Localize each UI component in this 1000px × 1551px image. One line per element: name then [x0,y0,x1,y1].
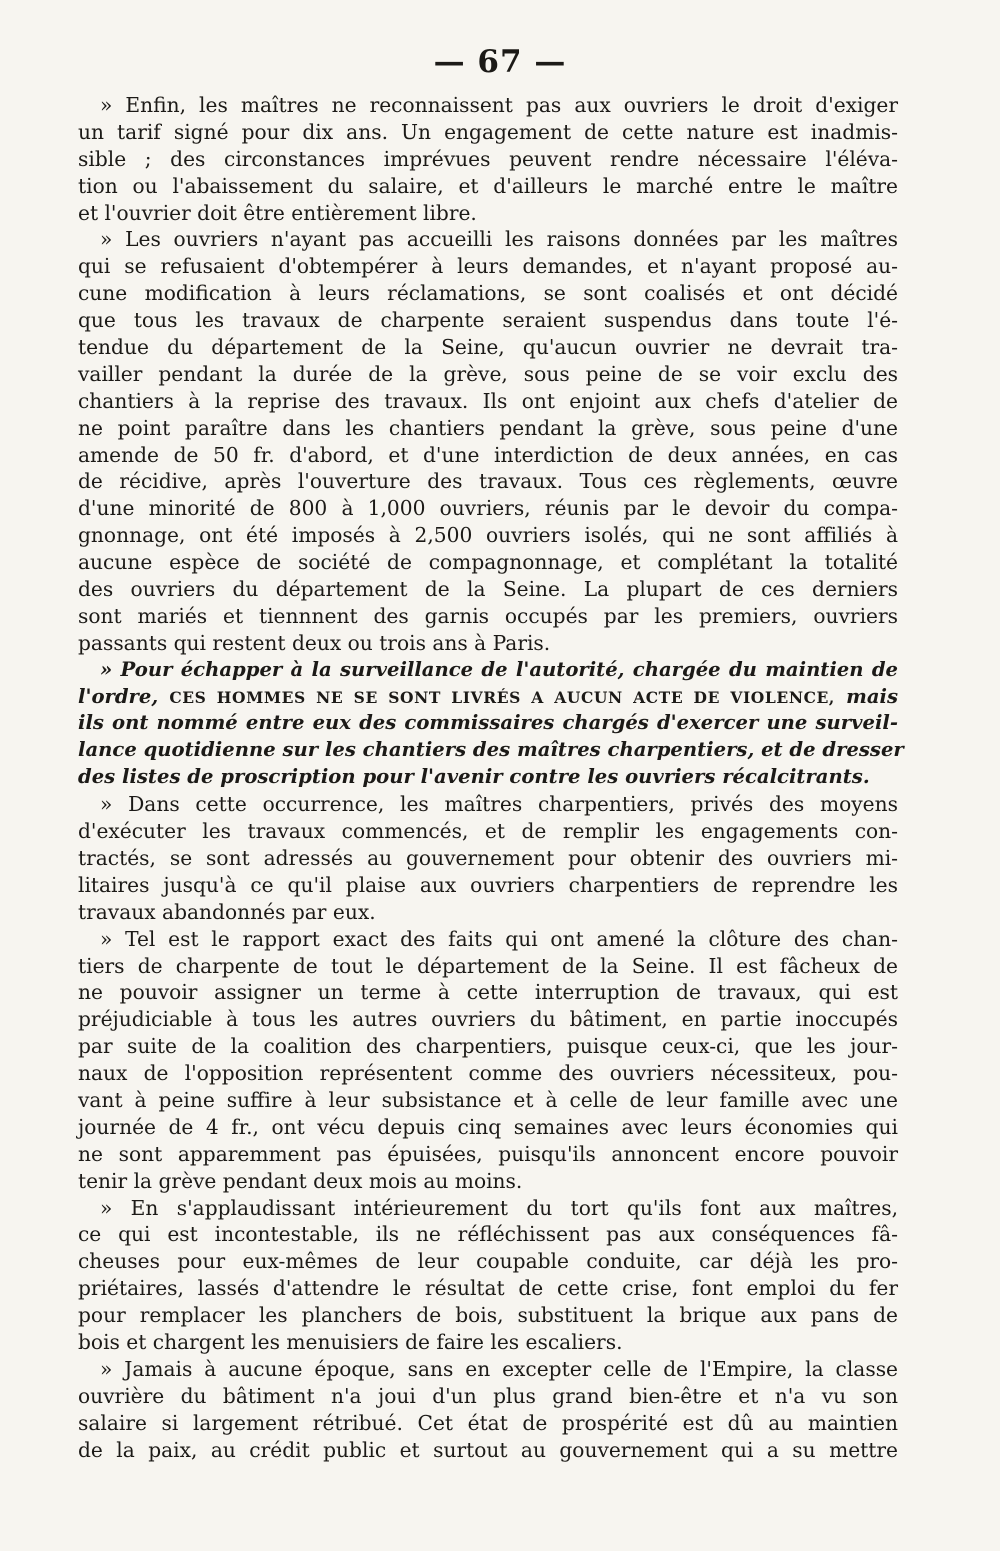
text-line: de récidive, après l'ouverture des travaux. Tous ces règlements, œuvre [78,469,898,494]
italic-line: des listes de proscription pour l'avenir contre les ouvriers récalcitrants. [78,765,870,789]
paragraph [78,1195,898,1356]
text-line: aucune espèce de société de compagnonnage, et complétant la totalité [78,550,898,575]
text-line: et l'ouvrier doit être entièrement libre. [78,200,477,225]
italic-line: ils ont nommé entre eux des commissaires chargés d'exercer une surveil- [78,711,898,735]
mixed-line [78,684,898,711]
text-line: par suite de la coalition des charpentiers, puisque ceux-ci, que les jour- [78,1034,898,1059]
text-line: que tous les travaux de charpente seraient suspendus dans toute l'é- [78,308,898,333]
text-line: » Dans cette occurrence, les maîtres charpentiers, privés des moyens [100,792,898,817]
text-line: gnonnage, ont été imposés à 2,500 ouvriers isolés, qui ne sont affiliés à [78,523,898,548]
text-line: des ouvriers du département de la Seine. La plupart de ces derniers [78,577,898,602]
text-line: un tarif signé pour dix ans. Un engagement de cette nature est inadmis- [78,119,898,144]
paragraph [78,92,898,226]
text-line: vant à peine suffire à leur subsistance et à celle de leur famille avec une [78,1087,898,1112]
text-line: litaires jusqu'à ce qu'il plaise aux ouvriers charpentiers de reprendre les [78,872,898,897]
text-line: » En s'applaudissant intérieurement du tort qu'ils font aux maîtres, [100,1195,898,1220]
italic-fragment: l'ordre, [78,684,159,708]
text-line: priétaires, lassés d'attendre le résultat de cette crise, font emploi du fer [78,1276,898,1301]
text-line: journée de 4 fr., ont vécu depuis cinq semaines avec leurs économies qui [78,1114,898,1139]
text-line: naux de l'opposition représentent comme des ouvriers nécessiteux, pou- [78,1061,898,1086]
text-line: cheuses pour eux-mêmes de leur coupable conduite, car déjà les pro- [78,1249,898,1274]
text-line: ouvrière du bâtiment n'a joui d'un plus grand bien-être et n'a vu son [78,1383,898,1408]
text-line: pour remplacer les planchers de bois, substituent la brique aux pans de [78,1303,898,1328]
paragraph [78,926,898,1195]
text-line: ne sont apparemment pas épuisées, puisqu'ils annoncent encore pouvoir [78,1141,898,1166]
page-number: — 67 — [433,44,567,80]
text-line: sont mariés et tiennnent des garnis occupés par les premiers, ouvriers [78,603,898,628]
text-line: ne pouvoir assigner un terme à cette interruption de travaux, qui est [78,980,898,1005]
body-text [78,92,904,1463]
text-line: ne point paraître dans les chantiers pendant la grève, sous peine d'une [78,415,898,440]
italic-line: lance quotidienne sur les chantiers des maîtres charpentiers, et de dresser [78,738,904,762]
text-line: salaire si largement rétribué. Cet état de prospérité est dû au maintien [78,1410,898,1435]
paragraph [78,226,898,656]
text-line: chantiers à la reprise des travaux. Ils ont enjoint aux chefs d'atelier de [78,388,898,413]
paragraph [78,791,898,925]
text-line: » Jamais à aucune époque, sans en excepter celle de l'Empire, la classe [100,1356,898,1381]
italic-line: » Pour échapper à la surveillance de l'autorité, chargée du maintien de [100,657,898,681]
text-line: tiers de charpente de tout le département de la Seine. Il est fâcheux de [78,953,898,978]
text-line: » Tel est le rapport exact des faits qui ont amené la clôture des chan- [100,926,898,951]
text-line: » Les ouvriers n'ayant pas accueilli les raisons données par les maîtres [100,227,898,252]
text-line: d'une minorité de 800 à 1,000 ouvriers, réunis par le devoir du compa- [78,496,898,521]
text-line: passants qui restent deux ou trois ans à Paris. [78,630,551,655]
italic-fragment: mais [846,684,898,708]
text-line: amende de 50 fr. d'abord, et d'une interdiction de deux années, en cas [78,442,898,467]
text-line: travaux abandonnés par eux. [78,899,376,924]
paragraph [78,1356,898,1464]
text-line: de la paix, au crédit public et surtout au gouvernement qui a su mettre [78,1437,898,1462]
text-line: tendue du département de la Seine, qu'aucun ouvrier ne devrait tra- [78,335,898,360]
text-line: tion ou l'abaissement du salaire, et d'ailleurs le marché entre le maître [78,173,898,198]
text-line: préjudiciable à tous les autres ouvriers du bâtiment, en partie inoccupés [78,1007,898,1032]
text-line: tenir la grève pendant deux mois au moins. [78,1168,523,1193]
text-line: » Enfin, les maîtres ne reconnaissent pas aux ouvriers le droit d'exiger [100,93,898,117]
text-line: d'exécuter les travaux commencés, et de remplir les engagements con- [78,819,898,844]
text-line: tractés, se sont adressés au gouvernement pour obtenir des ouvriers mi- [78,845,898,870]
text-line: bois et chargent les menuisiers de faire les escaliers. [78,1329,623,1354]
text-line: ce qui est incontestable, ils ne réfléchissent pas aux conséquences fâ- [78,1222,898,1247]
italic-paragraph [78,657,904,791]
text-line: cune modification à leurs réclamations, se sont coalisés et ont décidé [78,281,898,306]
text-line: sible ; des circonstances imprévues peuvent rendre nécessaire l'éléva- [78,146,898,171]
text-line: vailler pendant la durée de la grève, sous peine de se voir exclu des [78,361,898,386]
small-caps-fragment: CES HOMMES NE SE SONT LIVRÉS A AUCUN ACTE DE VIOLENCE, [169,687,835,707]
text-line: qui se refusaient d'obtempérer à leurs demandes, et n'ayant proposé au- [78,254,898,279]
